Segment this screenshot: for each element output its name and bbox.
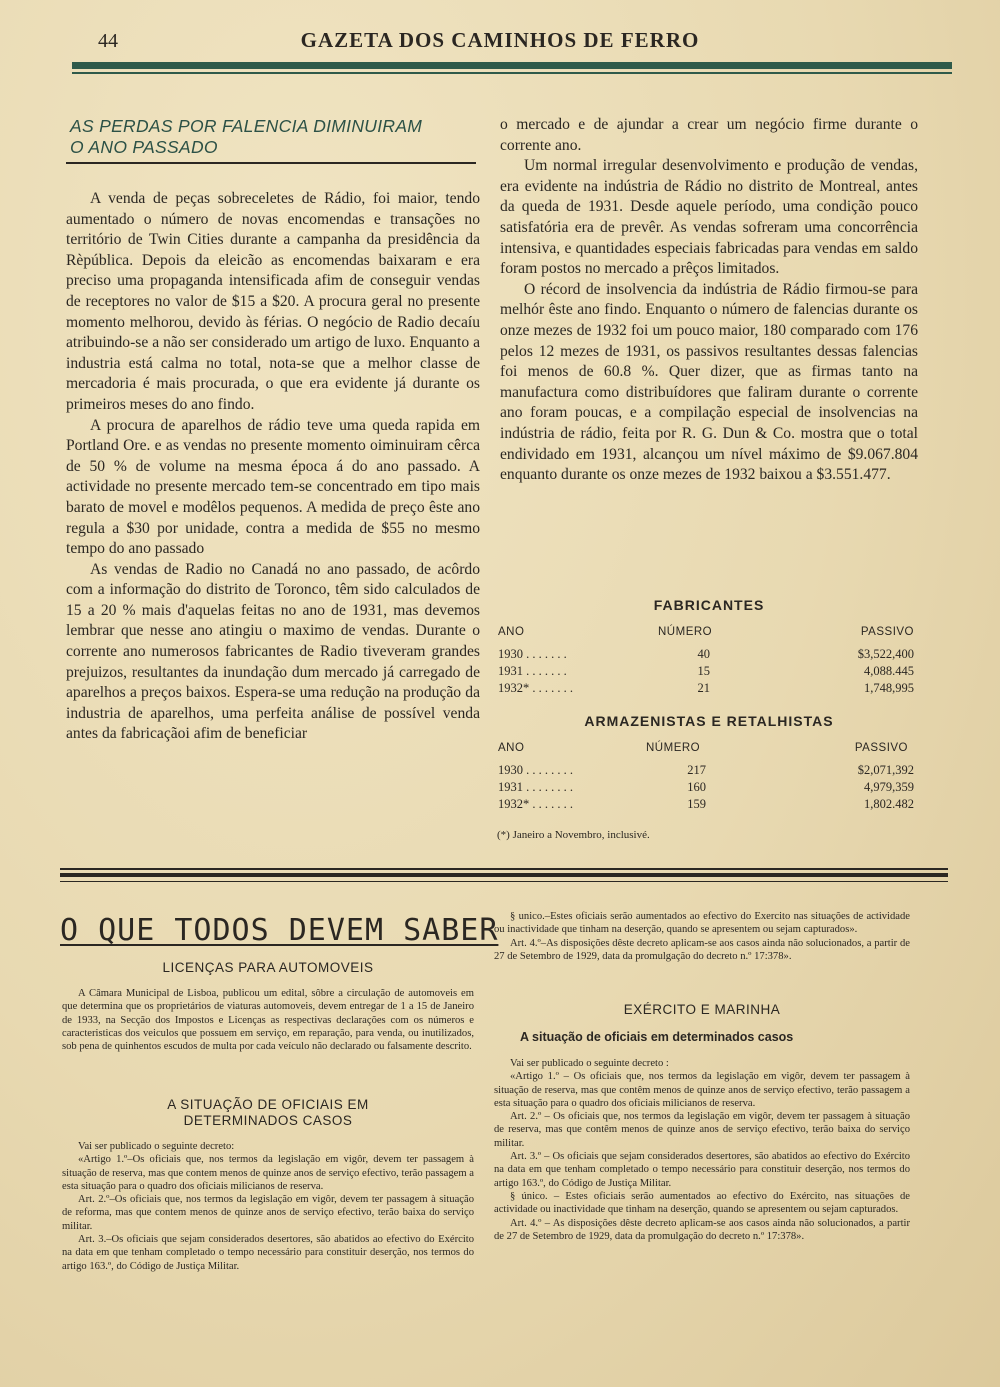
paragraph: «Artigo 1.º – Os oficiais que, nos termos da legislação em vigôr, devem ter passagem à situação de reserva, mas que contêm menos de quinze anos de serviço efectivo, terão passagem a esta situação para o quadro dos oficiais milicianos de reserva. — [494, 1071, 910, 1109]
cell-passivo: $2,071,392 — [857, 763, 914, 777]
header-numero: NÚMERO — [646, 742, 701, 754]
table-title-armazenistas: ARMAZENISTAS E RETALHISTAS — [584, 713, 834, 729]
paragraph: Vai ser publicado o seguinte decreto : — [510, 1058, 669, 1069]
masthead: GAZETA DOS CAMINHOS DE FERRO — [300, 28, 700, 52]
section-separator — [60, 868, 948, 870]
cell-passivo: 1,802.482 — [864, 797, 914, 811]
cell-ano: 1930 . . . . . . . . — [498, 763, 573, 777]
table-row — [498, 680, 916, 697]
table-title-fabricantes: FABRICANTES — [653, 597, 765, 613]
table-row — [498, 646, 916, 663]
paragraph: Vai ser publicado o seguinte decreto: — [78, 1141, 235, 1152]
section-separator-thin — [60, 881, 948, 882]
table-row — [498, 663, 916, 680]
paragraph: Art. 4.º – As disposições dêste decreto aplicam-se aos casos ainda não solucionados, a partir de 27 de Setembro de 1929, data da promulgação do decreto n.º 17:378». — [494, 1217, 910, 1242]
cell-numero: 15 — [697, 664, 710, 678]
table-header-row — [498, 624, 916, 641]
page-number: 44 — [98, 30, 118, 52]
cell-passivo: 1,748,995 — [864, 681, 914, 695]
cell-numero: 40 — [697, 647, 710, 661]
table-row — [498, 779, 916, 796]
cell-ano: 1931 . . . . . . . — [498, 664, 567, 678]
cell-passivo: $3,522,400 — [857, 647, 914, 661]
subheading-bold: A situação de oficiais em determinados casos — [520, 1030, 794, 1044]
cell-passivo: 4,979,359 — [864, 780, 914, 794]
subheading-line1: A SITUAÇÃO DE OFICIAIS EM — [167, 1097, 369, 1112]
article-right-column — [500, 115, 918, 486]
header-passivo: PASSIVO — [860, 626, 914, 638]
table-footnote: (*) Janeiro a Novembro, inclusivé. — [497, 829, 650, 841]
cell-numero: 160 — [687, 780, 706, 794]
paragraph: Art. 3.º – Os oficiais que sejam considerados desertores, são abatidos ao efectivo do Exército na data em que tenham completado o tempo necessário para constituir deserção, nos termos do artigo 163.º, do Código de Justiça Militar. — [494, 1151, 910, 1189]
subheading-licencas: LICENÇAS PARA AUTOMOVEIS — [162, 960, 374, 975]
cell-ano: 1931 . . . . . . . . — [498, 780, 573, 794]
table-armazenistas — [498, 740, 916, 820]
paragraph: A Câmara Municipal de Lisboa, publicou um edital, sôbre a circulação de automoveis em que determina que os proprietários de viaturas automoveis, devem entregar de 1 a 15 de Janeiro de 1933, na Secção dos Impostos e Licenças as respectivas declarações com os números e caracteristicas dos veiculos que possuem em serviço, em reparação, para venda, ou inutilizados, sob pena de quinhentos escudos de multa por cada veículo não declarado ou falsamente descrito. — [62, 988, 474, 1053]
paragraph: A venda de peças sobreceletes de Rádio, foi maior, tendo aumentado o número de novas encomendas e transações no território de Twin Cities durante a campanha da presidência da Rèpública. Depois da eleicão as encomendas baixaram e era preciso uma propaganda intensificada afim de conseguir vendas de receptores no valor de $15 a $20. A procura geral no presente momento melhorou, devido às férias. O negócio de Radio decaíu atribuindo-se a não ser considerado um artigo de luxo. Enquanto a industria está calma no total, nota-se que a melhor classe de mercadoria é mais procurada, o que era evidente já durante os primeiros meses do ano findo. — [66, 190, 480, 413]
paragraph: § único. – Estes oficiais serão aumentados ao efectivo do Exército, nas situações de actividade ou inactividade que tinham na deserção, quando se apresentem ou sejam capturados. — [494, 1190, 910, 1216]
header-ano: ANO — [498, 626, 525, 638]
paragraph: Art. 2.º – Os oficiais que, nos termos da legislação em vigôr, devem ter passagem à situação de reserva, mas que contêm menos de quinze anos de serviço efectivo, terão baixa do serviço militar. — [494, 1111, 910, 1149]
section-separator-thick — [60, 873, 948, 877]
title-rule — [66, 162, 476, 164]
table-header-row — [498, 740, 916, 757]
decree-right-top — [494, 910, 910, 963]
subheading-line2: DETERMINADOS CASOS — [183, 1113, 353, 1128]
notice-licencas — [62, 987, 474, 1053]
article-left-column — [66, 189, 480, 745]
header-numero: NÚMERO — [658, 626, 713, 638]
cell-ano: 1932* . . . . . . . — [498, 681, 573, 695]
article-title-line1: AS PERDAS POR FALENCIA DIMINUIRAM — [70, 116, 423, 136]
paragraph: O récord de insolvencia da indústria de Rádio firmou-se para melhór êste ano findo. Enquanto o número de falencias durante os onze mezes de 1932 foi um pouco maior, 180 comparado com 176 pelos 12 mezes de 1931, os passivos resultantes dessas falencias foi menos de 60.8 %. Quer dizer, que as firmas tanto na manufactura como distribuídores que faliram durante o corrente ano foram poucas, e a compilação especial de insolvencias na indústria de rádio, feita por R. G. Dun & Co. mostra que o total endividado em 1931, alcançou um nível máximo de $9.067.804 enquanto durante os onze mezes de 1932 baixou a $3.551.477. — [500, 280, 918, 484]
paragraph: Art. 4.º–As disposições dêste decreto aplicam-se aos casos ainda não solucionados, a partir de 27 de Setembro de 1929, data da promulgação do decreto n.º 17:378». — [494, 937, 910, 962]
decree-right — [494, 1057, 910, 1243]
header-ano: ANO — [498, 742, 525, 754]
section-title: O QUE TODOS DEVEM SABER — [60, 913, 499, 948]
cell-numero: 217 — [687, 763, 706, 777]
subheading-situacao — [62, 1097, 474, 1129]
cell-numero: 159 — [687, 797, 706, 811]
subheading-exercito: EXÉRCITO E MARINHA — [623, 1002, 781, 1017]
decree-left — [62, 1140, 474, 1273]
cell-passivo: 4,088.445 — [864, 664, 914, 678]
paragraph: As vendas de Radio no Canadá no ano passado, de acôrdo com a informação do distrito de Toronco, têm sido calculados de 15 a 20 % mais d'aquelas feitas no ano de 1931, mas devemos lembrar que nesse ano atingiu o maximo de vendas. Durante o corrente ano numerosos fabricantes de Radio tiveveram grandes prejuizos, resultantes da inundação dum mercado já carregado de aparelhos a preços baixos. Espera-se uma redução na produção da industria de aparelhos, uma perfeita análise de possível venda antes da fabricaçãoi afim de beneficiar — [66, 560, 480, 743]
table-row — [498, 796, 916, 813]
table-row — [498, 762, 916, 779]
article-title — [70, 116, 480, 158]
paragraph: A procura de aparelhos de rádio teve uma queda rapida em Portland Ore. e as vendas no presente momento oiminuiram cêrca de 50 % de volume na mesma época á do ano passado. A actividade no presente mercado tem-se concentrado em tipo mais barato de movel e modêlos pequenos. A medida de preço êste ano regula a $30 por unidade, contra a medida de $55 no mesmo tempo do ano passado — [66, 416, 480, 558]
paragraph: Art. 2.º–Os oficiais que, nos termos da legislação em vigôr, devem ter passagem à situação de reforma, mas que contem menos de quinze anos de serviço efectivo, terão baixa do serviço militar. — [62, 1194, 474, 1232]
paragraph: o mercado e de ajundar a crear um negócio firme durante o corrente ano. — [500, 116, 918, 154]
header-passivo: PASSIVO — [854, 742, 908, 754]
article-title-line2: O ANO PASSADO — [70, 137, 218, 157]
paragraph: Um normal irregular desenvolvimento e produção de vendas, era evidente na indústria de Rádio no distrito de Montreal, antes da queda de 1931. Desde aquele período, uma condição pouco satisfatória era de prevêr. As vendas sofreram uma concorrência intensiva, e quantidades especiais fabricadas para vendas em saldo foram postos no mercado a prêços limitados. — [500, 157, 918, 278]
paragraph: Art. 3.–Os oficiais que sejam considerados desertores, são abatidos ao efectivo do Exército na data em que tenham completado o tempo necessário para constituir deserção, nos termos do artigo 163.º, do Código de Justiça Militar. — [62, 1234, 474, 1272]
cell-numero: 21 — [697, 681, 710, 695]
cell-ano: 1932* . . . . . . . — [498, 797, 573, 811]
paragraph: «Artigo 1.º–Os oficiais que, nos termos da legislação em vigôr, devem ter passagem à situação de reserva, mas que contem menos de quinze anos de serviço efectivo, terão passagem a esta situação para o quadro dos oficiais milicianos de reserva. — [62, 1154, 474, 1192]
header-rule — [72, 62, 952, 69]
paragraph: § unico.–Estes oficiais serão aumentados ao efectivo do Exercito nas situações de actividade ou inactividade que tinham na deserção, quando se apresentem ou sejam capturados». — [494, 911, 910, 936]
table-fabricantes — [498, 624, 916, 704]
cell-ano: 1930 . . . . . . . — [498, 647, 567, 661]
header-rule-thin — [72, 72, 952, 74]
